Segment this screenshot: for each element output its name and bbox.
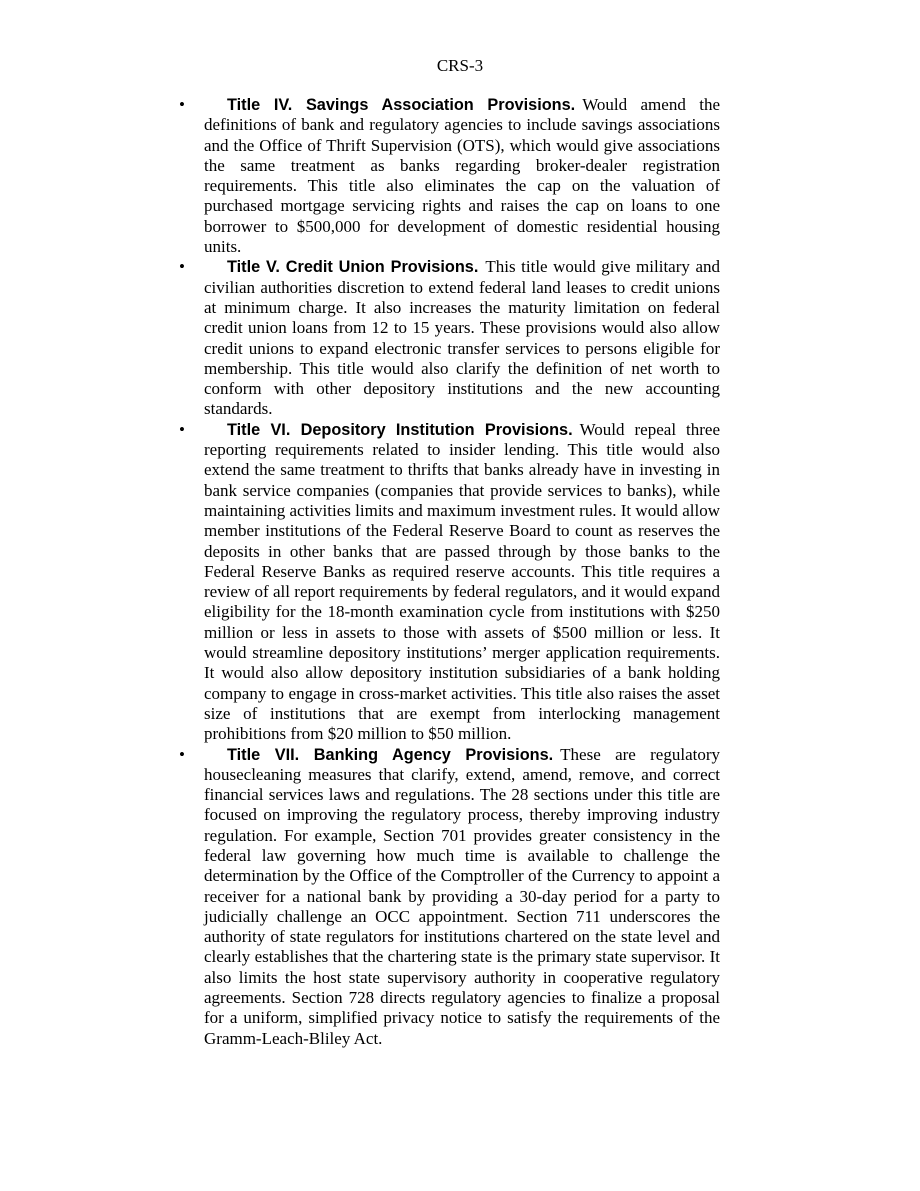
item-body: These are regulatory housecleaning measures that clarify, extend, amend, remove, and correct financial services laws and regulations. The 28 sections under this title are focused on improving the regulatory process, thereby improving industry regulation. For example, Section 701 provides greater consistency in the federal law governing how much time is available to challenge the determination by the Office of the Comptroller of the Currency to appoint a receiver for a national bank by providing a 30-day period for a party to judicially challenge an OCC appointment. Section 711 underscores the authority of state regulators for institutions chartered on the state level and clearly establishes that the chartering state is the primary state supervisor. It also limits the host state supervisory authority in cooperative regulatory agreements. Section 728 directs regulatory agencies to finalize a proposal for a uniform, simplified privacy notice to satisfy the requirements of the Gramm-Leach-Bliley Act.: [204, 744, 721, 1048]
list-item-title-vii: [179, 744, 721, 1049]
item-title: Title V. Credit Union Provisions.: [227, 258, 479, 277]
item-body: This title would give military and civilian authorities discretion to extend federal land leases to credit unions at minimum charge. It also increases the maturity limitation on federal credit union loans from 12 to 15 years. These provisions would also allow credit unions to expand electronic transfer services to persons eligible for membership. This title would also clarify the definition of net worth to conform with other depository institutions and the new accounting standards.: [204, 257, 720, 419]
item-body: Would repeal three reporting requirements related to insider lending. This title would also extend the same treatment to thrifts that banks already have in investing in bank service companies (companies that provide services to banks), while maintaining activities limits and maximum investment rules. It would allow member institutions of the Federal Reserve Board to count as reserves the deposits in other banks that are passed through by those banks to the Federal Reserve Banks as required reserve accounts. This title requires a review of all report requirements by federal regulators, and it would expand eligibility for the 18-month examination cycle from institutions with $250 million or less in assets to those with assets of $500 million or less. It would streamline depository institutions’ merger application requirements. It would also allow depository institution subsidiaries of a bank holding company to engage in cross-market activities. This title also raises the asset size of institutions that are exempt from interlocking management prohibitions from $20 million to $50 million.: [204, 419, 721, 744]
item-title: Title VII. Banking Agency Provisions.: [227, 745, 554, 764]
bullet-icon: •: [179, 744, 185, 764]
item-body: Would amend the definitions of bank and regulatory agencies to include savings associations and the Office of Thrift Supervision (OTS), which would give associations the same treatment as banks regarding broker-dealer registration requirements. This title also eliminates the cap on the valuation of purchased mortgage servicing rights and raises the cap on loans to one borrower to $500,000 for development of domestic residential housing units.: [204, 95, 720, 257]
item-title: Title IV. Savings Association Provisions.: [227, 96, 576, 114]
provisions-list: [179, 95, 721, 1049]
page-header: CRS-3: [436, 56, 484, 75]
bullet-icon: •: [179, 419, 185, 439]
bullet-icon: •: [179, 257, 185, 277]
list-item-title-iv: [179, 95, 720, 257]
item-title: Title VI. Depository Institution Provisions.: [227, 420, 573, 439]
bullet-icon: •: [179, 95, 185, 114]
list-item-title-vi: [179, 419, 721, 745]
list-item-title-v: [179, 257, 720, 419]
